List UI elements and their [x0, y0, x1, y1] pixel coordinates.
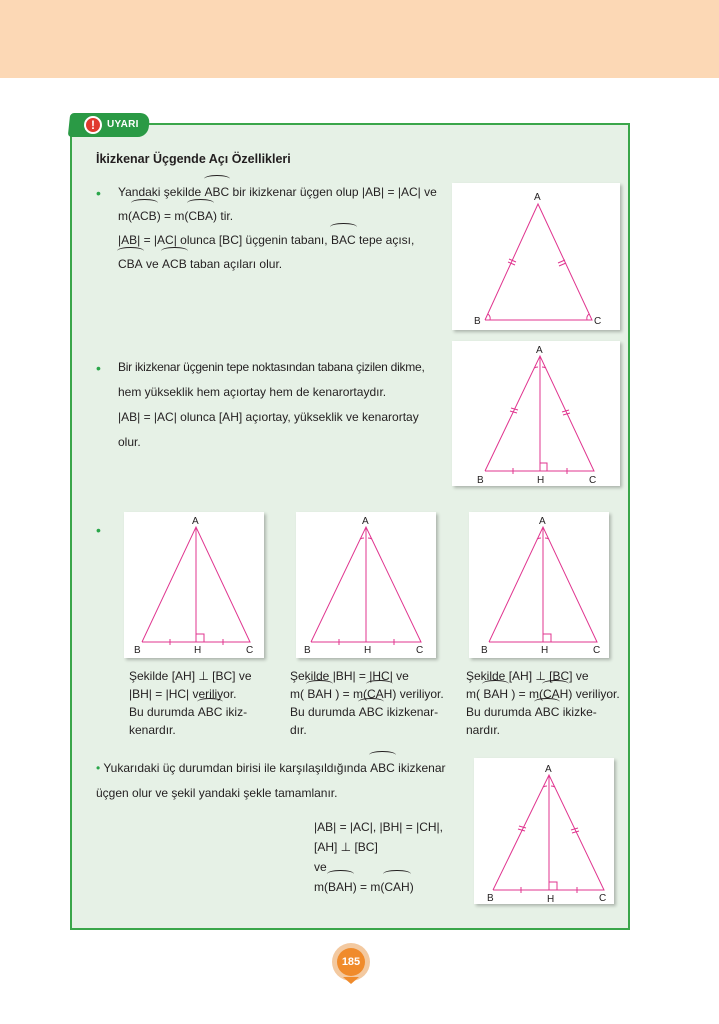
exclamation-icon: ! [84, 116, 102, 134]
bullet-dot: • [96, 522, 101, 538]
figure-case2-equal-segments [296, 512, 436, 658]
vertex-label-b: B [134, 645, 141, 656]
bullet-dot: • [96, 185, 101, 201]
caption-case1: Şekilde [AH] ⊥ [BC] ve |BH| = |HC| veriliyor. Bu durumda ABC ikiz- kenardır. [129, 669, 252, 737]
foot-label-h: H [364, 645, 372, 656]
vertex-label-c: C [416, 645, 424, 656]
formula-line3: ve [314, 860, 327, 874]
vertex-label-b: B [304, 645, 311, 656]
figure-complete-isosceles [474, 758, 614, 904]
section2-line3: |AB| = |AC| olunca [AH] açıortay, yükseklik ve kenarortay [118, 410, 419, 424]
formula-line1: |AB| = |AC|, |BH| = |CH|, [314, 820, 443, 834]
vertex-label-b: B [477, 475, 484, 486]
figure-case1-perpendicular [124, 512, 264, 658]
vertex-label-c: C [246, 645, 254, 656]
vertex-label-c: C [599, 893, 607, 904]
vertex-label-b: B [474, 316, 481, 327]
section1-line4: CBA ve ACB taban açıları olur. [118, 252, 282, 277]
vertex-label-b: B [487, 893, 494, 904]
figure-case3-perpendicular-bisector [469, 512, 609, 658]
top-header-band [0, 0, 719, 78]
vertex-label-b: B [481, 645, 488, 656]
vertex-label-a: A [192, 516, 199, 527]
figure-triangle-with-altitude [452, 341, 620, 486]
section2-line1: Bir ikizkenar üçgenin tepe noktasından tabana çizilen dikme, [118, 360, 425, 374]
section1-line1: Yandaki şekilde ABC bir ikizkenar üçgen olup |AB| = |AC| ve [118, 180, 437, 205]
section4-line2: üçgen olur ve şekil yandaki şekle tamamlanır. [96, 786, 338, 800]
formula-line4: m(BAH) = m(CAH) [314, 875, 414, 900]
section-heading: İkizkenar Üçgende Açı Özellikleri [96, 152, 291, 166]
bullet-dot: • [96, 761, 101, 775]
page-number-pointer [343, 977, 359, 984]
section2-line4: olur. [118, 435, 141, 449]
vertex-label-c: C [594, 316, 602, 327]
foot-label-h: H [547, 894, 555, 904]
formula-line2: [AH] ⊥ [BC] [314, 840, 378, 854]
badge-label: UYARI [107, 119, 139, 130]
vertex-label-a: A [545, 764, 552, 775]
caption-case3: Şekilde [AH] ⊥ [BC] ve m( BAH ) = m(CAH) veriliyor. Bu durumda ABC ikizke- nardır. [466, 669, 620, 737]
bullet-dot: • [96, 360, 101, 376]
vertex-label-a: A [539, 516, 546, 527]
section1-line3: |AB| = |AC| olunca [BC] üçgenin tabanı, BAC tepe açısı, [118, 228, 414, 253]
section2-line2: hem yükseklik hem açıortay hem de kenarortaydır. [118, 385, 387, 399]
vertex-label-a: A [536, 345, 543, 356]
vertex-label-a: A [534, 192, 541, 203]
figure-isosceles-triangle [452, 183, 620, 330]
page-number: 185 [337, 948, 365, 976]
vertex-label-a: A [362, 516, 369, 527]
vertex-label-c: C [589, 475, 597, 486]
foot-label-h: H [194, 645, 202, 656]
vertex-label-c: C [593, 645, 601, 656]
foot-label-h: H [541, 645, 549, 656]
section1-line2: m(ACB) = m(CBA) tir. [118, 204, 233, 229]
foot-label-h: H [537, 475, 545, 486]
section4-line1: • Yukarıdaki üç durumdan birisi ile karşılaşıldığında ABC ikizkenar [96, 756, 446, 781]
caption-case2: Şekilde |BH| = |HC| ve m( BAH ) = m(CAH) veriliyor. Bu durumda ABC ikizkenar- dır. [290, 669, 444, 737]
